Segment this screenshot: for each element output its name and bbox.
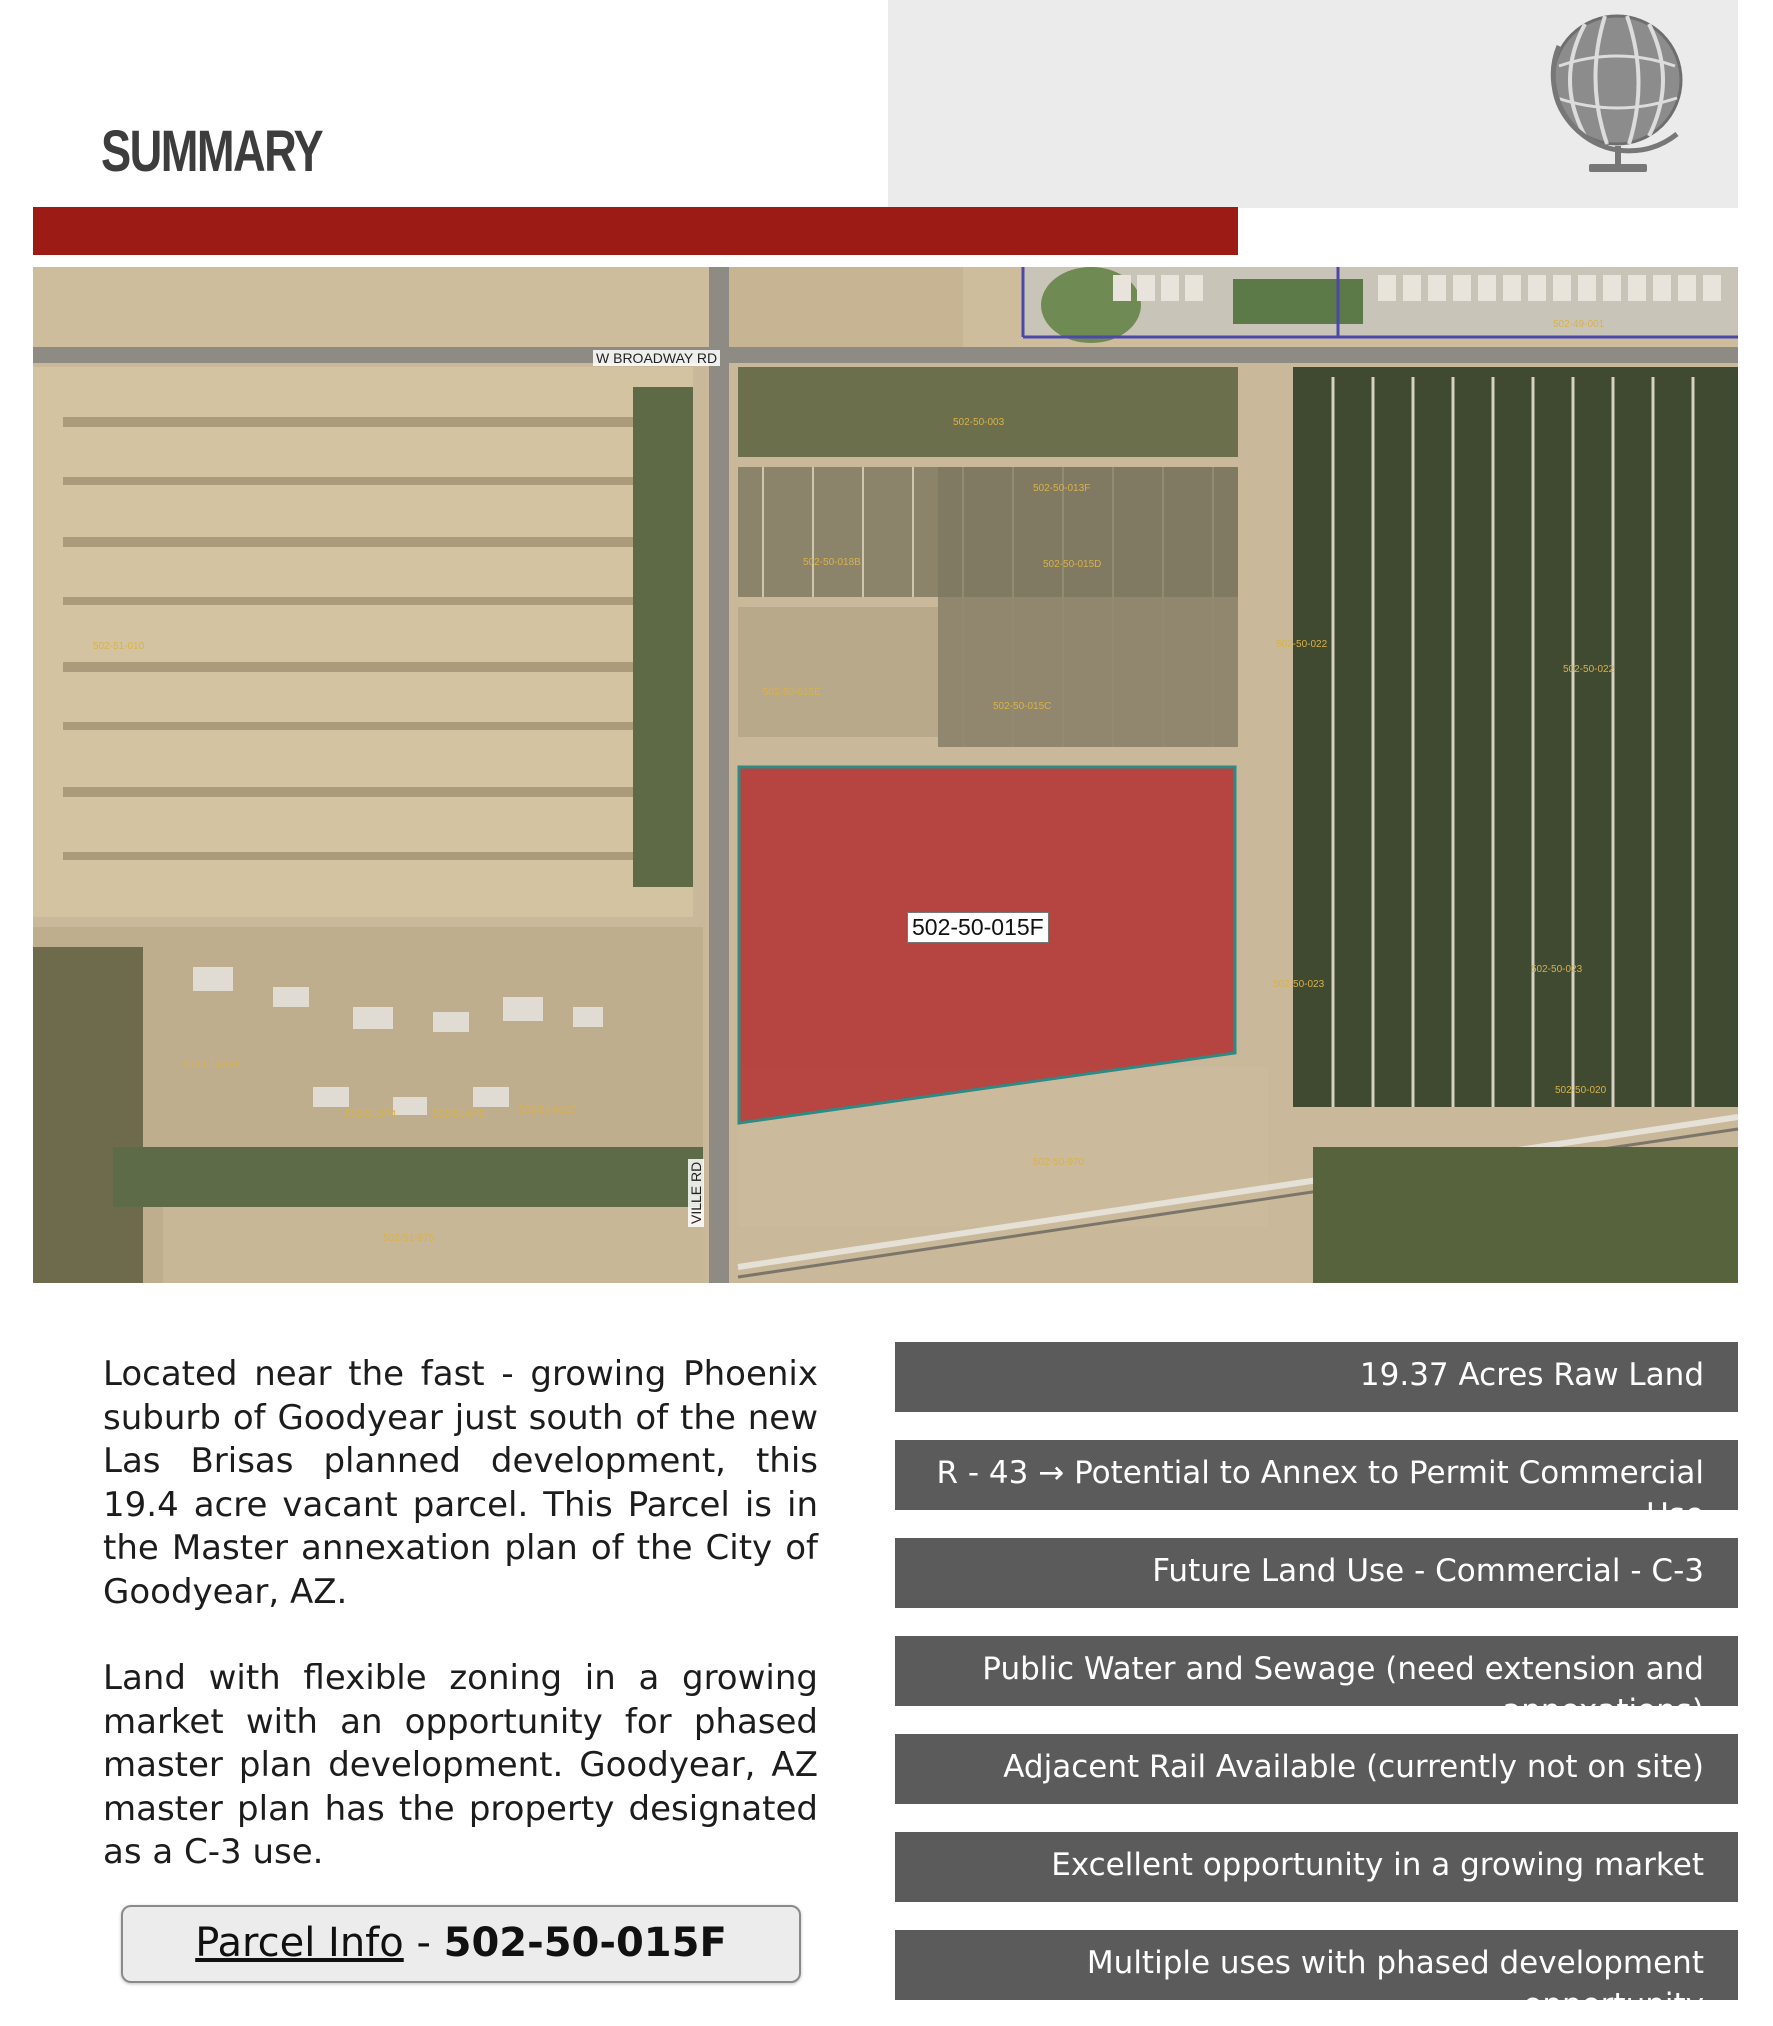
apn-label: 502-50-020 (1555, 1085, 1607, 1096)
apn-label: 502-50-022 (1276, 639, 1328, 650)
feature-item: Adjacent Rail Available (currently not on site) (895, 1734, 1738, 1804)
parcel-label: 502-50-015F (907, 912, 1049, 943)
feature-item: R - 43 → Potential to Annex to Permit Commercial Use (895, 1440, 1738, 1510)
apn-label: 502-51-016A (183, 1060, 241, 1071)
apn-label: 502-50-013F (1033, 483, 1091, 494)
apn-label: 502-51-974 (345, 1109, 397, 1120)
parcel-number: 502-50-015F (443, 1920, 727, 1966)
apn-label: 502-50-023 (1531, 964, 1583, 975)
feature-item: Excellent opportunity in a growing market (895, 1832, 1738, 1902)
apn-label: 502-50-970 (1033, 1157, 1085, 1168)
accent-bar (33, 207, 1238, 255)
feature-item: 19.37 Acres Raw Land (895, 1342, 1738, 1412)
feature-item: Multiple uses with phased development opportunity (895, 1930, 1738, 2000)
road-label-side-road: VILLE RD (688, 1159, 704, 1227)
apn-label: 502-51-016C (519, 1105, 578, 1116)
apn-label: 502-50-015E (763, 687, 821, 698)
apn-label: 502-51-975 (383, 1233, 435, 1244)
apn-label: 502-50-015C (993, 701, 1052, 712)
page-title: SUMMARY (101, 119, 323, 184)
globe-icon (1545, 6, 1695, 182)
summary-page (33, 0, 1738, 2023)
aerial-parcel-map (33, 267, 1738, 1283)
parcel-info-separator: - (403, 1920, 444, 1966)
apn-label: 502-50-018B (803, 557, 861, 568)
feature-item: Future Land Use - Commercial - C-3 (895, 1538, 1738, 1608)
parcel-info-button[interactable] (121, 1905, 801, 1983)
description-paragraph-1: Located near the fast - growing Phoenix suburb of Goodyear just south of the new Las Brisas planned development, this 19.4 acre vacant parcel. This Parcel is in the Master annexation plan of the City of Goodyear, AZ. (103, 1354, 818, 1612)
apn-label: 502-49-001 (1553, 319, 1605, 330)
feature-item: Public Water and Sewage (need extension and annexations) (895, 1636, 1738, 1706)
apn-label: 502-50-022 (1563, 664, 1615, 675)
apn-label: 502-51-975 (433, 1109, 485, 1120)
parcel-info-link[interactable]: Parcel Info (195, 1920, 404, 1966)
apn-label: 502-50-015D (1043, 559, 1102, 570)
road-label-broadway: W BROADWAY RD (593, 350, 720, 366)
apn-label: 502-50-003 (953, 417, 1005, 428)
apn-label: 502-50-023 (1273, 979, 1325, 990)
description-paragraph-2: Land with flexible zoning in a growing market with an opportunity for phased master plan development. Goodyear, AZ master plan has the property designated as a C-3 use. (103, 1658, 818, 1872)
apn-label: 502-51-010 (93, 641, 145, 652)
